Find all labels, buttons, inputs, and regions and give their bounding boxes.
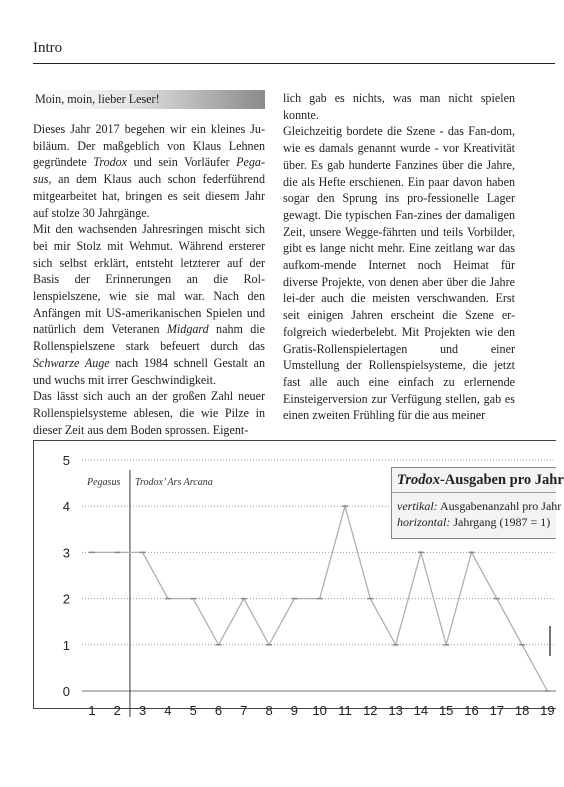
x-tick-label: 1 xyxy=(88,703,96,718)
x-tick-label: 2 xyxy=(113,703,121,718)
x-tick-label: 11 xyxy=(338,703,352,718)
x-tick-label: 19 xyxy=(540,703,555,718)
right-text xyxy=(283,90,515,424)
x-tick-label: 4 xyxy=(164,703,172,718)
y-tick-label: 0 xyxy=(62,684,70,699)
x-tick-label: 18 xyxy=(514,703,530,718)
italic-title: Midgard xyxy=(166,322,209,337)
x-tick-label: 3 xyxy=(138,703,147,718)
chart-title-italic: Trodox xyxy=(397,472,440,488)
region-label-trodox: Trodox’ Ars Arcana xyxy=(134,477,213,488)
italic-title: Pega-sus xyxy=(33,155,265,187)
x-tick-label: 15 xyxy=(438,703,454,718)
legend-horizontal-text: Jahrgang (1987 = 1) xyxy=(453,515,551,529)
x-tick-label: 13 xyxy=(388,703,403,718)
article-left-column xyxy=(33,90,265,438)
italic-title: Trodox xyxy=(93,155,128,170)
x-tick-label: 16 xyxy=(464,703,479,718)
x-tick-label: 9 xyxy=(290,703,299,718)
legend-horizontal-key: horizontal: xyxy=(397,515,451,529)
right-paragraph: lich gab es nichts, was man nicht spielen konnte. xyxy=(283,91,515,122)
y-tick-label: 2 xyxy=(62,591,70,607)
y-tick-label: 3 xyxy=(62,545,70,561)
x-tick-label: 12 xyxy=(363,703,378,718)
y-tick-label: 1 xyxy=(62,637,70,653)
chart-legend-box xyxy=(391,467,564,539)
legend-rule xyxy=(392,492,556,493)
header-rule xyxy=(33,63,555,64)
region-label-pegasus: Pegasus xyxy=(87,477,121,488)
x-tick-label: 5 xyxy=(189,703,197,718)
left-paragraph: Dieses Jahr 2017 begehen wir ein kleines Ju-biläum. Der maßgeblich von Klaus Lehnen gegründete Trodox und sein Vorläufer Pega-sus, an dem Klaus auch schon federführend mitgearbeitet hat, bringen es seit diesem Jahr auf stolze 30 Jahrgänge. xyxy=(33,122,265,220)
x-tick-label: 6 xyxy=(214,703,223,718)
x-tick-label: 14 xyxy=(413,703,429,718)
left-text xyxy=(33,121,265,438)
x-tick-label: 10 xyxy=(312,703,327,718)
page-header-title: Intro xyxy=(33,40,63,56)
x-tick-label: 17 xyxy=(489,703,505,718)
y-tick-label: 5 xyxy=(62,453,70,468)
left-paragraph: Das lässt sich auch an der großen Zahl neuer Rollenspielsysteme ablesen, die wie Pilze in dieser Zeit aus dem Boden sprossen. Eigent- xyxy=(33,389,265,437)
x-tick-label: 7 xyxy=(240,703,248,718)
greeting-banner: Moin, moin, lieber Leser! xyxy=(33,90,265,109)
chart-title-rest: -Ausgaben pro Jahr xyxy=(439,472,564,488)
right-paragraph: Gleichzeitig bordete die Szene - das Fan-dom, wie es damals genannt wurde - vor Kreativität über. Es gab hunderte Fanzines über die Jahre, die als Hefte erschienen. Ein paar davon haben sogar den Sprung ins pro-fessionelle Lager gewagt. Die typischen Fan-zines der damaligen Zeit, unsere Wegge-fährten und teils Vorbilder, gibt es lange nicht mehr. Eine zeitlang war das aufkom-mende Internet noch Heimat für diverse Projekte, von denen aber über die Jahre lei-der auch die meisten verschwanden. Erst seit einigen Jahren erscheint die Szene er-folgreich wiederbelebt. Mit Projekten wie den Gratis-Rollenspielertagen und einer Umstellung der Rollenspielsysteme, die jetzt fast alle auch eine einfach zu erlernende Einsteigerversion zur Verfügung stellen, gab es einen zweiten Frühling für die aus meiner xyxy=(283,124,515,423)
italic-title: Schwarze Auge xyxy=(33,355,110,370)
x-tick-label: 8 xyxy=(265,703,273,718)
legend-vertical-text: Ausgabenanzahl pro Jahr xyxy=(440,499,562,513)
article-right-column xyxy=(283,90,515,424)
left-paragraph: Mit den wachsenden Jahresringen mischt sich bei mir Stolz mit Wehmut. Während ersterer sich selbst erklärt, entsteht letzterer auf der Basis der Erinnerungen an die Rol-lenspielszene, wie sie mal war. Nach den Anfängen mit US-amerikanischen Spielen und natürlich dem Veteranen Midgard nahm die Rollenspielszene stark befeuert durch das Schwarze Auge nach 1984 schnell Gestalt an und wuchs mit irrer Geschwindigkeit. xyxy=(33,222,266,387)
chart-title xyxy=(392,468,564,489)
legend-vertical-key: vertikal: xyxy=(397,499,438,513)
legend-vertical xyxy=(392,498,562,514)
legend-horizontal xyxy=(392,514,556,530)
y-tick-label: 4 xyxy=(62,499,70,515)
